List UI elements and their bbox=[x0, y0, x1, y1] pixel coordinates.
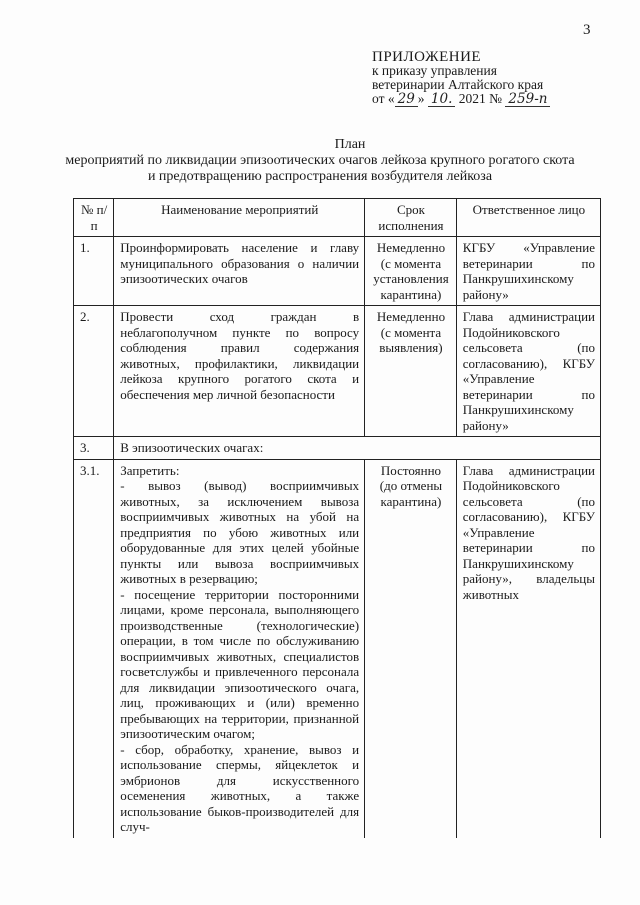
measures-table bbox=[73, 198, 601, 838]
prohibit-item: - вывоз (вывод) восприимчивых животных, за исключением вывоза восприимчивых животных на убой на предприятия по убою животных или оборудованные для этих целей убойные пункты или вывоза восприимчивых животных в резервацию; bbox=[120, 478, 360, 586]
table-header-row bbox=[74, 199, 601, 237]
appendix-title: ПРИЛОЖЕНИЕ bbox=[372, 49, 482, 65]
appendix-header bbox=[372, 50, 550, 107]
table-row bbox=[74, 306, 601, 437]
row-responsible: Глава администрации Подойниковского сельсовета (по согласованию), КГБУ «Управление ветеринарии по Панкрушихинскому району», владельцы животных bbox=[456, 459, 600, 838]
row-term: Немедленно (с момента выявления) bbox=[365, 306, 457, 437]
plan-subtitle-1: мероприятий по ликвидации эпизоотических очагов лейкоза крупного рогатого скота bbox=[65, 153, 575, 168]
table-row bbox=[74, 459, 601, 838]
year-number-label: 2021 № bbox=[458, 91, 503, 106]
prohibit-item: - сбор, обработку, хранение, вывоз и использование спермы, яйцеклеток и эмбрионов для искусственного осеменения животных, а также использование быков-производителей для случ- bbox=[120, 741, 360, 834]
page-number: 3 bbox=[583, 22, 591, 38]
plan-title-block bbox=[0, 137, 640, 185]
row-num: 3.1. bbox=[74, 459, 114, 838]
handwritten-day: 29 bbox=[395, 92, 418, 107]
row-num: 3. bbox=[74, 437, 114, 460]
row-name: Проинформировать население и главу муниципального образования о наличии эпизоотических очагов bbox=[114, 237, 365, 306]
row-name bbox=[114, 459, 365, 838]
table-row bbox=[74, 437, 601, 460]
row-responsible: Глава администрации Подойниковского сельсовета (по согласованию), КГБУ «Управление ветеринарии по Панкрушихинскому району» bbox=[456, 306, 600, 437]
prohibit-item: - посещение территории посторонними лицами, кроме персонала, выполняющего производственные (технологические) операции, в том числе по обслуживанию восприимчивых животных, специалистов госветслужбы и привлеченного персонала для ликвидации эпизоотического очага, лиц, проживающих и (или) временно пребывающих на территории, признанной эпизоотическим очагом; bbox=[120, 586, 360, 741]
plan-subtitle-2: и предотвращению распространения возбудителя лейкоза bbox=[147, 169, 493, 184]
table-row bbox=[74, 237, 601, 306]
row-term: Постоянно (до отмены карантина) bbox=[365, 459, 457, 838]
row-term: Немедленно (с момента установления карантина) bbox=[365, 237, 457, 306]
row-responsible: КГБУ «Управление ветеринарии по Панкрушихинскому району» bbox=[456, 237, 600, 306]
row-num: 1. bbox=[74, 237, 114, 306]
plan-title: План bbox=[334, 137, 366, 152]
appendix-date-line bbox=[372, 92, 550, 107]
prohibit-intro: Запретить: bbox=[120, 462, 180, 478]
appendix-line-2: ветеринарии Алтайского края bbox=[372, 77, 544, 92]
header-num: № п/п bbox=[74, 199, 114, 237]
row-section-title: В эпизоотических очагах: bbox=[114, 437, 601, 460]
date-prefix: от « bbox=[372, 91, 395, 106]
header-term: Срок исполнения bbox=[365, 199, 457, 237]
handwritten-order-number: 259-п bbox=[505, 92, 550, 107]
header-name: Наименование мероприятий bbox=[114, 199, 365, 237]
date-mid: » bbox=[417, 91, 425, 106]
row-num: 2. bbox=[74, 306, 114, 437]
handwritten-month: 10. bbox=[428, 92, 455, 107]
appendix-line-1: к приказу управления bbox=[372, 63, 497, 78]
row-name: Провести сход граждан в неблагополучном пункте по вопросу соблюдения правил содержания животных, профилактики, ликвидации лейкоза крупного рогатого скота и обеспечения мер личной безопасности bbox=[114, 306, 365, 437]
header-responsible: Ответственное лицо bbox=[456, 199, 600, 237]
